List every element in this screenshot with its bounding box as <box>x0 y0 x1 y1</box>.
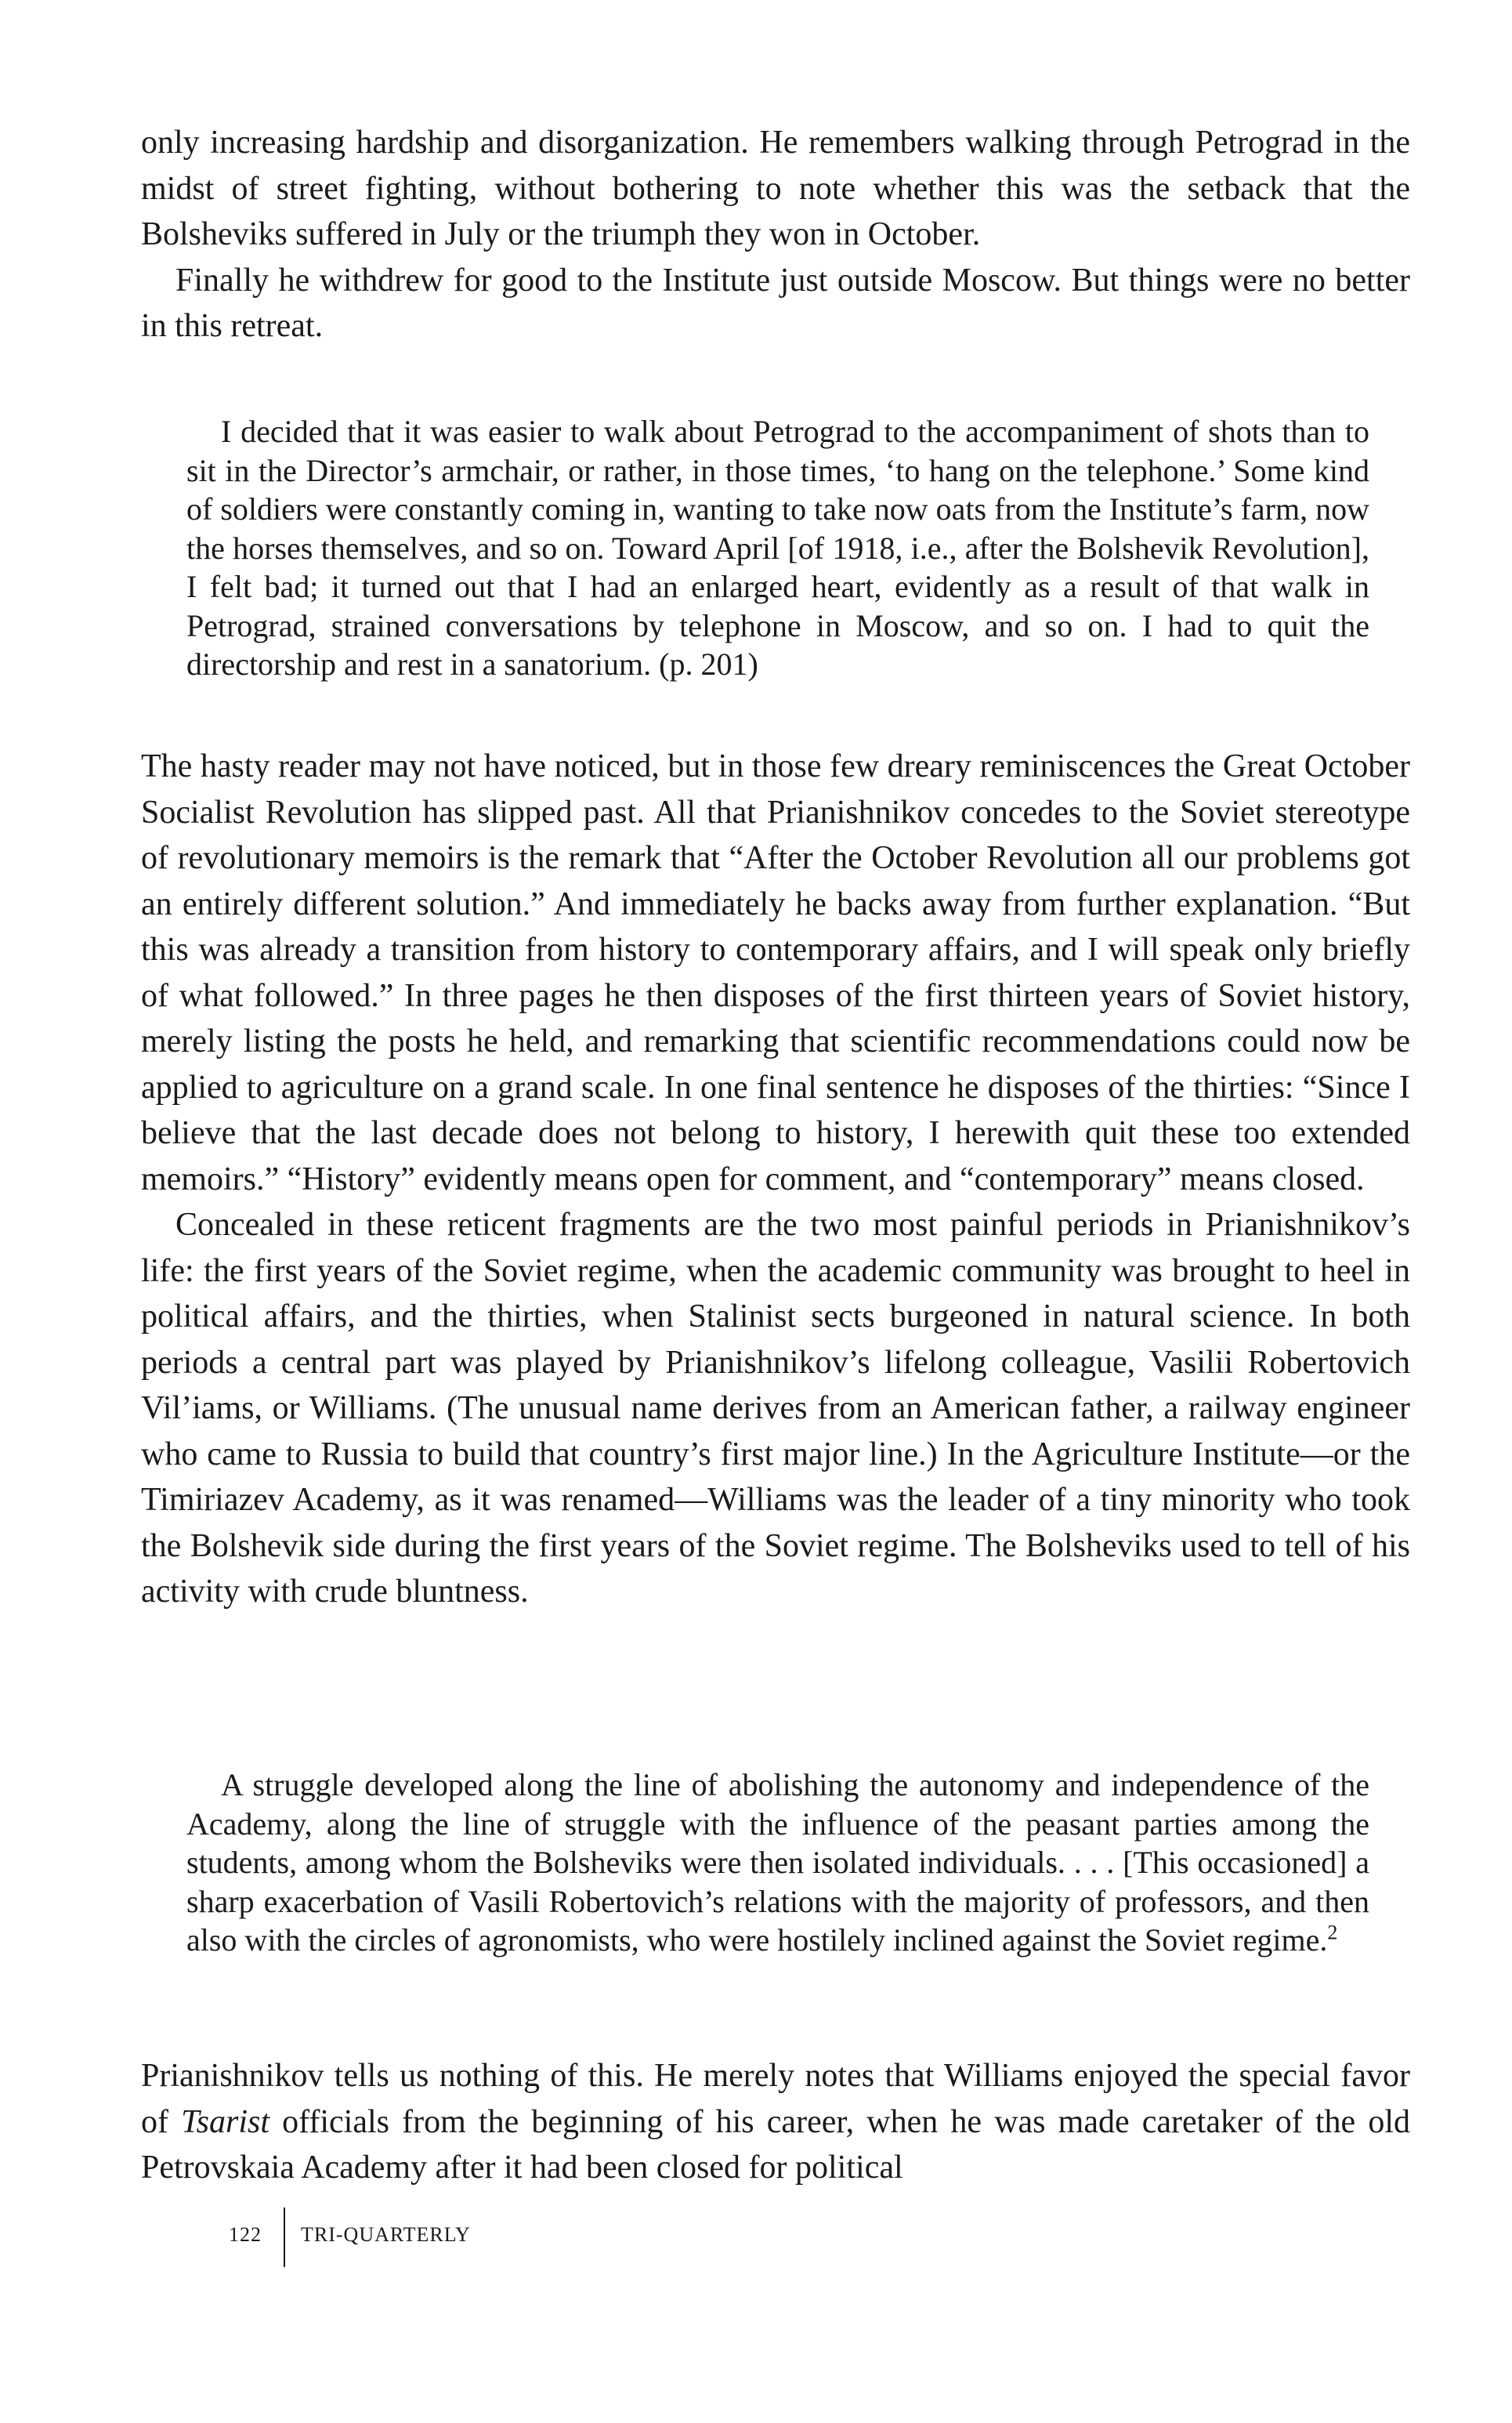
paragraph-tells-nothing <box>141 2053 1410 2191</box>
paragraph-tells-nothing-end: officials from the beginning of his career, when he was made caretaker of the old Petrovskaia Academy after it had been closed for political <box>141 2103 1410 2186</box>
page-number: 122 <box>229 2223 262 2246</box>
block-quote-struggle-text: A struggle developed along the line of abolishing the autonomy and independence of the Academy, along the line of struggle with the influence of the peasant parties among the students, among whom the Bolsheviks were then isolated individuals. . . . [This occasioned] a sharp exacerbation of Vasili Robertovich’s relations with the majority of professors, and then also with the circles of agronomists, who were hostilely inclined against the Soviet regime. <box>186 1767 1369 1958</box>
paragraph-opening: only increasing hardship and disorganization. He remembers walking through Petrograd in the midst of street fighting, without bothering to note whether this was the setback that the Bolsheviks suffered in July or the triumph they won in October. <box>141 125 1410 252</box>
body-text-middle <box>141 744 1410 1615</box>
block-quote-struggle <box>186 1766 1369 1960</box>
paragraph-tells-nothing-start: Prianishnikov tells us nothing of this. He merely notes that Williams enjoyed the special favor of <box>141 2058 1410 2140</box>
paragraph-withdrew: Finally he withdrew for good to the Institute just outside Moscow. But things were no better in this retreat. <box>141 262 1410 344</box>
paragraph-concealed: Concealed in these reticent fragments are the two most painful periods in Prianishnikov’s life: the first years of the Soviet regime, when the academic community was brought to heel in political affairs, and the thirties, when Stalinist sects burgeoned in natural science. In both periods a central part was played by Prianishnikov’s lifelong colleague, Vasilii Robertovich Vil’iams, or Williams. (The unusual name derives from an American father, a railway engineer who came to Russia to build that country’s first major line.) In the Agriculture Institute—or the Timiriazev Academy, as it was renamed—Williams was the leader of a tiny minority who took the Bolshevik side during the first years of the Soviet regime. The Bolsheviks used to tell of his activity with crude bluntness. <box>141 1207 1410 1610</box>
body-text-top <box>141 120 1410 350</box>
block-quote-memoir: I decided that it was easier to walk about Petrograd to the accompaniment of shots than to sit in the Director’s armchair, or rather, in those times, ‘to hang on the telephone.’ Some kind of soldiers were constantly coming in, wanting to take now oats from the Institute’s farm, now the horses themselves, and so on. Toward April [of 1918, i.e., after the Bolshevik Revolution], I felt bad; it turned out that I had an enlarged heart, evidently as a result of that walk in Petrograd, strained conversations by telephone in Moscow, and so on. I had to quit the directorship and rest in a sanatorium. (p. 201) <box>186 414 1369 682</box>
italic-tsarist: Tsarist <box>181 2103 270 2140</box>
journal-name: TRI-QUARTERLY <box>301 2223 471 2246</box>
footnote-marker: 2 <box>1327 1921 1338 1944</box>
paragraph-hasty-reader: The hasty reader may not have noticed, but in those few dreary reminiscences the Great October Socialist Revolution has slipped past. All that Prianishnikov concedes to the Soviet stereotype of revolutionary memoirs is the remark that “After the October Revolution all our problems got an entirely different solution.” And immediately he backs away from further explanation. “But this was already a transition from history to contemporary affairs, and I will speak only briefly of what followed.” In three pages he then disposes of the first thirteen years of Soviet history, merely listing the posts he held, and remarking that scientific recommendations could now be applied to agriculture on a grand scale. In one final sentence he disposes of the thirties: “Since I believe that the last decade does not belong to history, I herewith quit these too extended memoirs.” “History” evidently means open for comment, and “contemporary” means closed. <box>141 748 1410 1197</box>
body-text-bottom <box>141 2053 1410 2191</box>
footer-divider <box>284 2208 285 2267</box>
